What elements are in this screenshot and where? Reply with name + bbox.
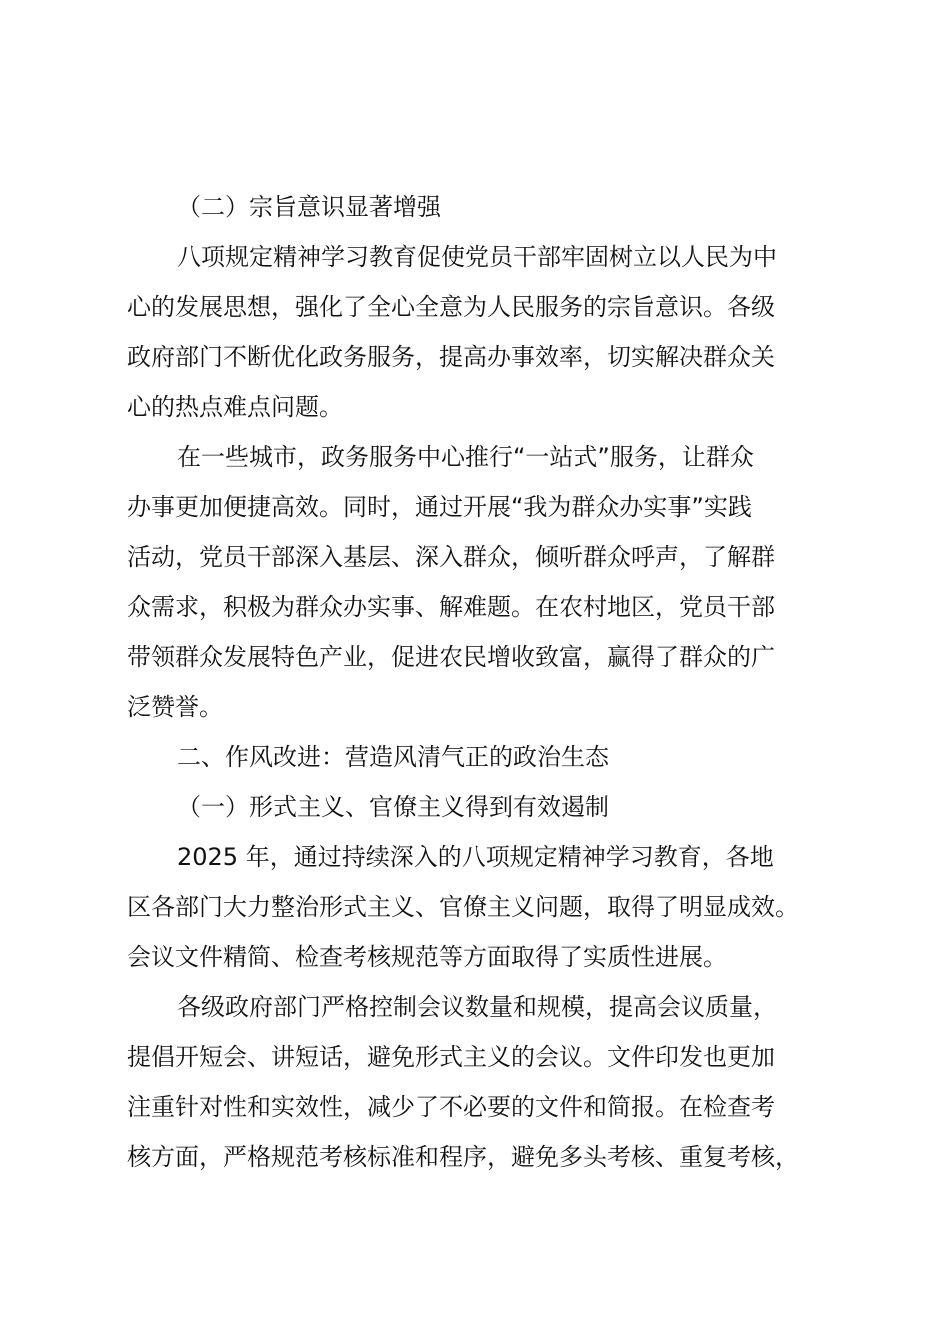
text-line: 区各部门大力整治形式主义、官僚主义问题，取得了明显成效。 — [127, 893, 799, 921]
text-line: 核方面，严格规范考核标准和程序，避免多头考核、重复考核， — [127, 1143, 799, 1171]
text-line: 心的热点难点问题。 — [127, 393, 343, 421]
text-line: 2025 年，通过持续深入的八项规定精神学习教育，各地 — [177, 843, 774, 871]
text-line: 泛赞誉。 — [127, 693, 223, 721]
paragraph — [127, 832, 847, 982]
text-line: 活动，党员干部深入基层、深入群众，倾听群众呼声，了解群 — [127, 543, 775, 571]
text-line: 提倡开短会、讲短话，避免形式主义的会议。文件印发也更加 — [127, 1043, 775, 1071]
text-line: 带领群众发展特色产业，促进农民增收致富，赢得了群众的广 — [127, 643, 775, 671]
section-heading-zuofeng — [127, 732, 847, 782]
subsection-heading-xingshi — [127, 782, 847, 832]
text-line: 在一些城市，政务服务中心推行“一站式”服务，让群众 — [177, 443, 754, 471]
text-line: 各级政府部门严格控制会议数量和规模，提高会议质量， — [177, 993, 777, 1021]
section-heading-zongzhi — [127, 182, 847, 232]
paragraph — [127, 982, 847, 1182]
document-body — [127, 182, 847, 1182]
text-line: （一）形式主义、官僚主义得到有效遏制 — [177, 793, 609, 821]
text-line: （二）宗旨意识显著增强 — [177, 193, 441, 221]
paragraph — [127, 432, 847, 732]
text-line: 八项规定精神学习教育促使党员干部牢固树立以人民为中 — [177, 243, 777, 271]
text-line: 办事更加便捷高效。同时，通过开展“我为群众办实事”实践 — [127, 493, 752, 521]
text-line: 心的发展思想，强化了全心全意为人民服务的宗旨意识。各级 — [127, 293, 775, 321]
text-line: 众需求，积极为群众办实事、解难题。在农村地区，党员干部 — [127, 593, 775, 621]
text-line: 会议文件精简、检查考核规范等方面取得了实质性进展。 — [127, 943, 727, 971]
text-line: 政府部门不断优化政务服务，提高办事效率，切实解决群众关 — [127, 343, 775, 371]
paragraph — [127, 232, 847, 432]
text-line: 注重针对性和实效性，减少了不必要的文件和简报。在检查考 — [127, 1093, 775, 1121]
text-line: 二、作风改进：营造风清气正的政治生态 — [177, 743, 609, 771]
